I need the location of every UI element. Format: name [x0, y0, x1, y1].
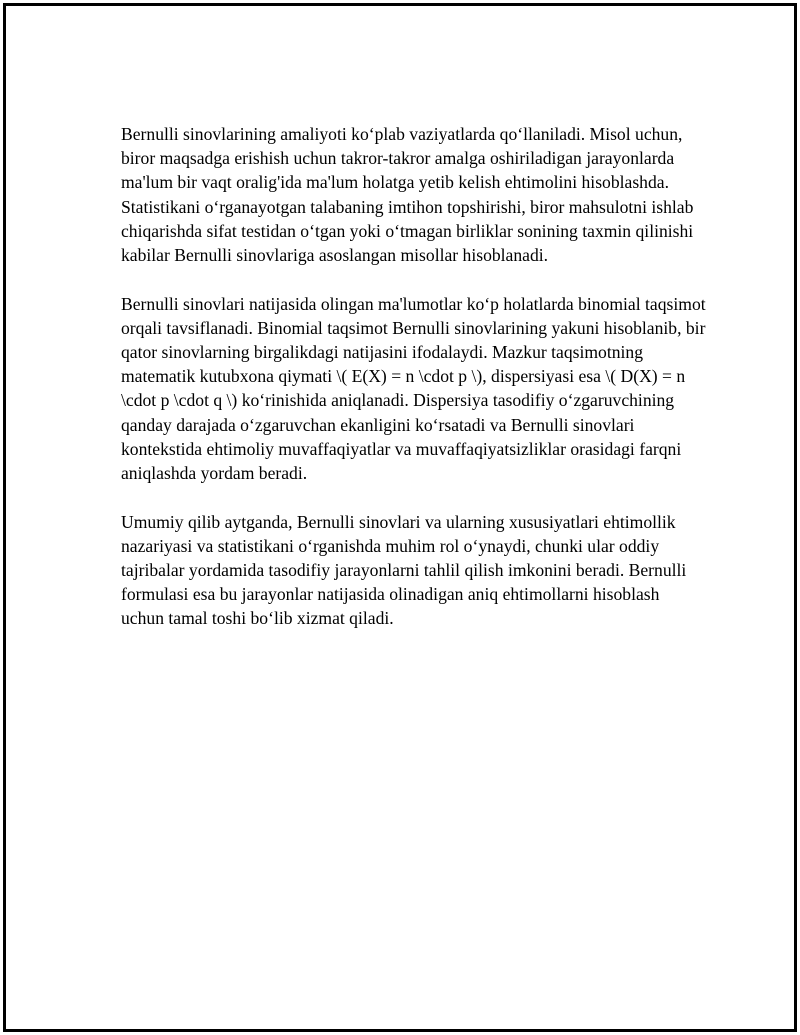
document-body [121, 122, 706, 655]
page-frame [3, 3, 797, 1032]
paragraph-binomial: Bernulli sinovlari natijasida olingan ma'lumotlar ko‘p holatlarda binomial taqsimot orqali tavsiflanadi. Binomial taqsimot Bernulli sinovlarining yakuni hisoblanib, bir qator sinovlarning birgalikdagi natijasini ifodalaydi. Mazkur taqsimotning matematik kutubxona qiymati \( E(X) = n \cdot p \), dispersiyasi esa \( D(X) = n \cdot p \cdot q \) ko‘rinishida aniqlanadi. Dispersiya tasodifiy o‘zgaruvchining qanday darajada o‘zgaruvchan ekanligini ko‘rsatadi va Bernulli sinovlari kontekstida ehtimoliy muvaffaqiyatlar va muvaffaqiyatsizliklar orasidagi farqni aniqlashda yordam beradi. [121, 293, 706, 484]
paragraph-conclusion: Umumiy qilib aytganda, Bernulli sinovlari va ularning xususiyatlari ehtimollik nazariyasi va statistikani o‘rganishda muhim rol o‘ynaydi, chunki ular oddiy tajribalar yordamida tasodifiy jarayonlarni tahlil qilish imkonini beradi. Bernulli formulasi esa bu jarayonlar natijasida olinadigan aniq ehtimollarni hisoblash uchun tamal toshi bo‘lib xizmat qiladi. [121, 511, 687, 629]
paragraph-practice: Bernulli sinovlarining amaliyoti ko‘plab vaziyatlarda qo‘llaniladi. Misol uchun, biror maqsadga erishish uchun takror-takror amalga oshiriladigan jarayonlarda ma'lum bir vaqt oralig'ida ma'lum holatga yetib kelish ehtimolini hisoblashda. Statistikani o‘rganayotgan talabaning imtihon topshirishi, biror mahsulotni ishlab chiqarishda sifat testidan o‘tgan yoki o‘tmagan birliklar sonining taxmin qilinishi kabilar Bernulli sinovlariga asoslangan misollar hisoblanadi. [121, 124, 694, 266]
